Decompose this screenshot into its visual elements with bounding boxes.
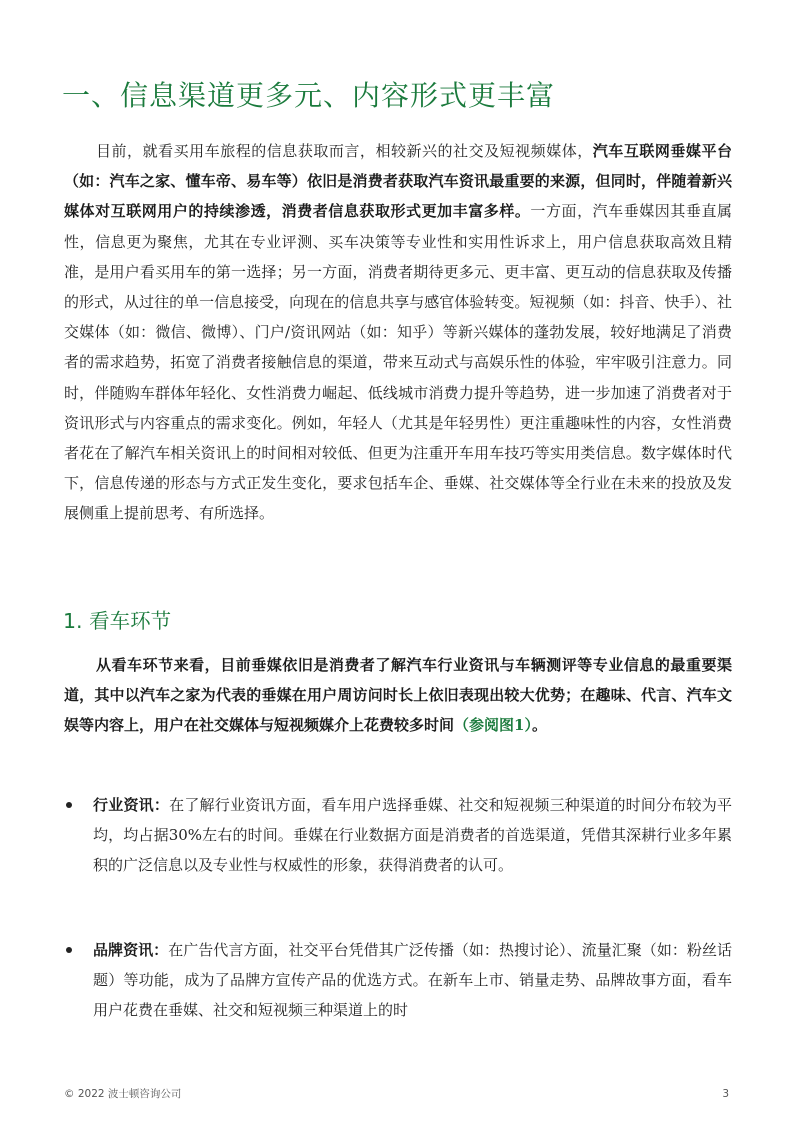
figure-reference-link[interactable]: （参阅图1）	[454, 716, 532, 735]
bullet-label: 行业资讯：	[93, 796, 170, 814]
page-number: 3	[722, 1088, 729, 1100]
bullet-body: 在广告代言方面，社交平台凭借其广泛传播（如：热搜讨论）、流量汇聚（如：粉丝话题）等功能，成为了品牌方宣传产品的优选方式。在新车上市、销量走势、品牌故事方面，看车用户花费在垂媒、社交和短视频三种渠道上的时	[93, 941, 732, 1020]
intro-text-1: 目前，就看买用车旅程的信息获取而言，相较新兴的社交及短视频媒体，	[96, 142, 593, 160]
intro-text-2: 一方面，汽车垂媒因其垂直属性，信息更为聚焦，尤其在专业评测、买车决策等专业性和实用性诉求上，用户信息获取高效且精准，是用户看买用车的第一选择；另一方面，消费者期待更多元、更丰富、更互动的信息获取及传播的形式，从过往的单一信息接受，向现在的信息共享与感官体验转变。短视频（如：抖音、快手）、社交媒体（如：微信、微博）、门户/资讯网站（如：知乎）等新兴媒体的蓬勃发展，较好地满足了消费者的需求趋势，拓宽了消费者接触信息的渠道，带来互动式与高娱乐性的体验，牢牢吸引注意力。同时，伴随购车群体年轻化、女性消费力崛起、低线城市消费力提升等趋势，进一步加速了消费者对于资讯形式与内容重点的需求变化。例如，年轻人（尤其是年轻男性）更注重趣味性的内容，女性消费者花在了解汽车相关资讯上的时间相对较低、但更为注重开车用车技巧等实用类信息。数字媒体时代下，信息传递的形态与方式正发生变化，要求包括车企、垂媒、社交媒体等全行业在未来的投放及发展侧重上提前思考、有所选择。	[64, 202, 732, 523]
bullet-text	[93, 790, 732, 881]
intro-bold-text: 汽车互联网垂媒平台（如：汽车之家、懂车帝、易车等）依旧是消费者获取汽车资讯最重要的来源，但同时，伴随着新兴媒体对互联网用户的持续渗透，消费者信息获取形式更加丰富多样。	[64, 142, 732, 221]
section-lead-bold: 从看车环节来看，目前垂媒依旧是消费者了解汽车行业资讯与车辆测评等专业信息的最重要渠道，其中以汽车之家为代表的垂媒在用户周访问时长上依旧表现出较大优势；在趣味、代言、汽车文娱等内容上，用户在社交媒体与短视频媒介上花费较多时间	[64, 656, 732, 735]
section-lead-paragraph	[64, 650, 732, 741]
page-title: 一、信息渠道更多元、内容形式更丰富	[62, 79, 556, 112]
bullet-dot-icon	[66, 802, 72, 808]
intro-paragraph	[64, 136, 732, 529]
bullet-body: 在了解行业资讯方面，看车用户选择垂媒、社交和短视频三种渠道的时间分布较为平均，均占据30%左右的时间。垂媒在行业数据方面是消费者的首选渠道，凭借其深耕行业多年累积的广泛信息以及专业性与权威性的形象，获得消费者的认可。	[93, 796, 732, 875]
footer-copyright: © 2022 波士顿咨询公司	[64, 1088, 182, 1100]
bullet-label: 品牌资讯：	[93, 941, 169, 959]
bullet-dot-icon	[66, 947, 72, 953]
bullet-text	[93, 935, 732, 1026]
section-lead-end: 。	[531, 716, 547, 735]
section-title: 1. 看车环节	[63, 609, 172, 633]
